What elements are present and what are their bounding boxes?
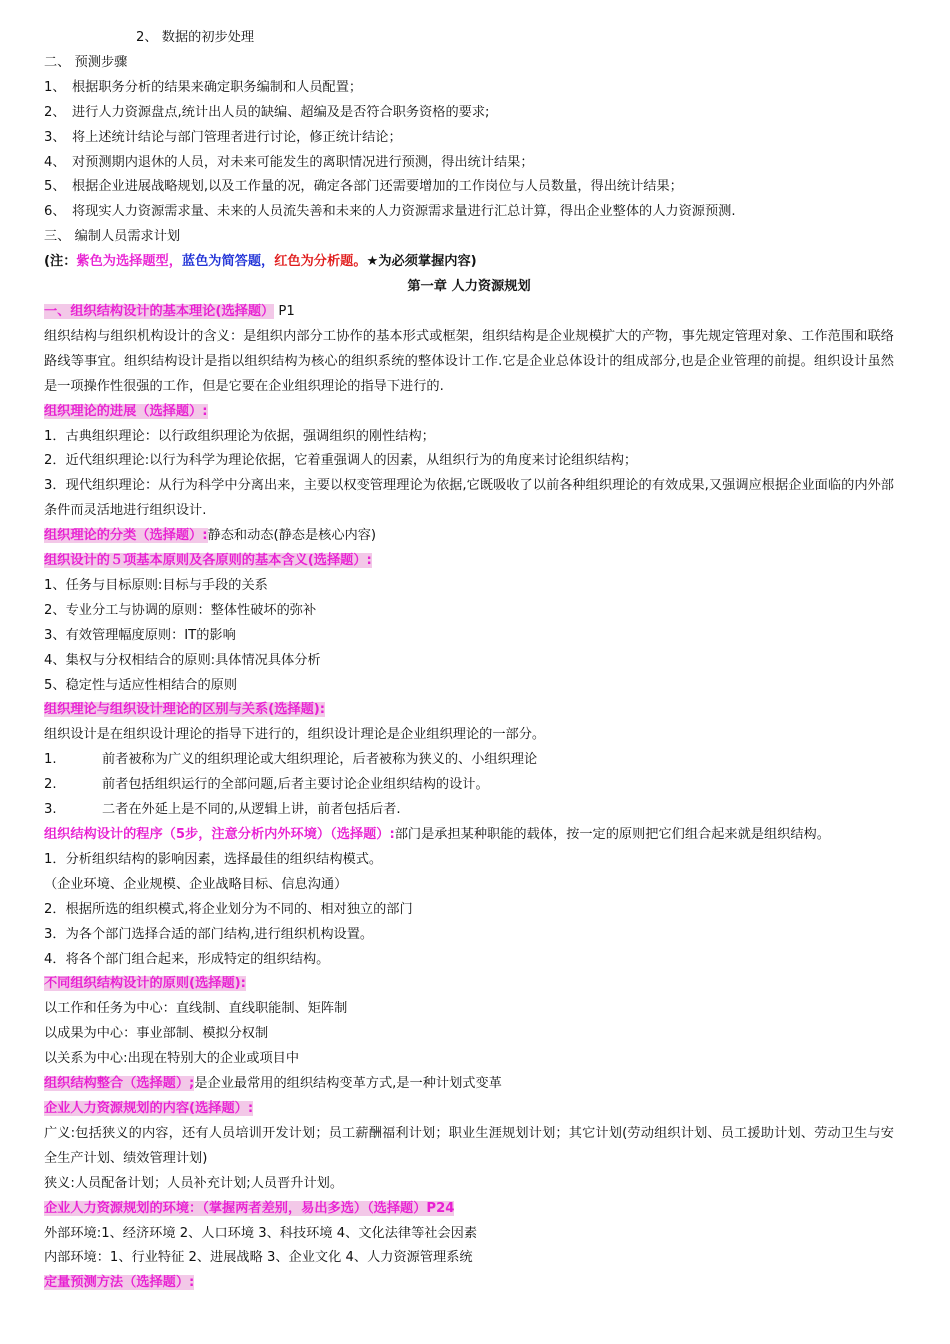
highlighted-heading: 组织理论的进展（选择题）: <box>44 403 208 419</box>
highlighted-heading: 组织结构设计的程序（5步，注意分析内外环境）（选择题）: <box>44 827 395 842</box>
paragraph: 狭义:人员配备计划；人员补充计划;人员晋升计划。 <box>44 1175 344 1191</box>
list-item <box>44 798 894 823</box>
list-number: 3． <box>44 926 66 942</box>
note-analysis: 红色为分析题。 <box>274 254 367 270</box>
step-item <box>44 151 894 176</box>
step-item <box>44 175 894 200</box>
step-number: 1、 <box>44 79 66 95</box>
list-item: 内部环境：1、行业特征 2、进展战略 3、企业文化 4、人力资源管理系统 <box>44 1250 473 1266</box>
list-text: 古典组织理论：以行政组织理论为依据，强调组织的刚性结构； <box>65 428 435 444</box>
list-item: 4、集权与分权相结合的原则:具体情况具体分析 <box>44 652 321 668</box>
list-item: 以关系为中心:出现在特别大的企业或项目中 <box>44 1051 300 1067</box>
step-number: 4、 <box>44 154 66 170</box>
list-text: 根据所选的组织模式,将企业划分为不同的、相对独立的部门 <box>65 901 413 917</box>
list-item: 外部环境:1、经济环境 2、人口环境 3、科技环境 4、文化法律等社会因素 <box>44 1225 478 1241</box>
step-number: 6、 <box>44 204 66 220</box>
step-number: 3、 <box>44 129 66 145</box>
list-number: 1． <box>44 851 66 867</box>
paragraph: 组织设计是在组织设计理论的指导下进行的，组织设计理论是企业组织理论的一部分。 <box>44 727 546 743</box>
topic-heading <box>44 549 894 574</box>
highlighted-heading: 不同组织结构设计的原则(选择题): <box>44 976 246 992</box>
subsection-line: 2、 数据的初步处理 <box>136 30 255 45</box>
note-open: (注： <box>44 254 77 270</box>
step-number: 5、 <box>44 179 66 195</box>
step-text: 对预测期内退休的人员，对未来可能发生的离职情况进行预测，得出统计结果； <box>72 154 534 170</box>
highlighted-heading: 定量预测方法（选择题）: <box>44 1275 195 1291</box>
list-number: 1. <box>44 752 57 768</box>
list-item <box>44 948 894 973</box>
legend-note <box>44 250 894 275</box>
step-item <box>44 76 894 101</box>
note-close: ★为必须掌握内容) <box>366 254 477 270</box>
list-text: 二者在外延上是不同的,从逻辑上讲，前者包括后者. <box>102 802 401 818</box>
list-number: 1． <box>44 428 66 444</box>
list-item <box>44 773 894 798</box>
highlighted-heading: 组织结构整合（选择题）; <box>44 1076 195 1092</box>
paragraph: 广义:包括狭义的内容，还有人员培训开发计划；员工薪酬福利计划；职业生涯规划计划；其它计划(劳动组织计划、员工援助计划、劳动卫生与安全生产计划、绩效管理计划) <box>44 1125 894 1166</box>
highlighted-heading: 一、组织结构设计的基本理论(选择题） <box>44 303 275 319</box>
section-heading: 二、 预测步骤 <box>44 54 128 70</box>
step-text: 将现实人力资源需求量、未来的人员流失善和未来的人力资源需求量进行汇总计算，得出企业整体的人力资源预测. <box>72 204 736 220</box>
list-number: 4． <box>44 951 66 967</box>
list-number: 3. <box>44 802 57 818</box>
topic-heading <box>44 698 894 723</box>
highlighted-heading: 企业人力资源规划的环境：（掌握两者差别，易出多选）（选择题）P24 <box>44 1200 455 1216</box>
list-text: 为各个部门选择合适的部门结构,进行组织机构设置。 <box>65 926 374 942</box>
list-item <box>44 474 894 524</box>
topic-heading <box>44 823 894 848</box>
note-short-answer: 蓝色为简答题， <box>181 254 275 270</box>
list-item <box>44 848 894 873</box>
topic-heading <box>44 972 894 997</box>
list-item <box>44 425 894 450</box>
step-item <box>44 126 894 151</box>
highlighted-heading: 组织理论与组织设计理论的区别与关系(选择题): <box>44 702 326 718</box>
page-ref: P1 <box>278 303 295 319</box>
topic-heading <box>44 1197 894 1222</box>
step-text: 将上述统计结论与部门管理者进行讨论，修正统计结论； <box>72 129 402 145</box>
step-item <box>44 101 894 126</box>
chapter-title: 第一章 人力资源规划 <box>407 279 531 295</box>
list-item: 以成果为中心：事业部制、模拟分权制 <box>44 1026 269 1042</box>
list-number: 2． <box>44 453 66 469</box>
document-body <box>44 26 894 1296</box>
step-item <box>44 200 894 225</box>
list-item <box>44 748 894 773</box>
highlighted-heading: 企业人力资源规划的内容(选择题）: <box>44 1100 254 1116</box>
topic-heading <box>44 1271 894 1296</box>
list-item: 3、有效管理幅度原则：IT的影响 <box>44 627 236 643</box>
topic-heading <box>44 1072 894 1097</box>
topic-heading <box>44 400 894 425</box>
paragraph: 组织结构与组织机构设计的含义：是组织内部分工协作的基本形式或框架，组织结构是企业规模扩大的产物，事先规定管理对象、工作范围和联络路线等事宜。组织结构设计是指以组织结构为核心的组织系统的整体设计工作.它是企业总体设计的组成部分,也是企业管理的前提。组织设计虽然是一项操作性很强的工作，但是它要在企业组织理论的指导下进行的. <box>44 328 894 394</box>
section-heading: 三、 编制人员需求计划 <box>44 229 181 245</box>
list-item <box>44 923 894 948</box>
topic-heading <box>44 300 894 325</box>
list-text: 近代组织理论:以行为科学为理论依据，它着重强调人的因素，从组织行为的角度来讨论组织结构； <box>65 453 638 469</box>
step-text: 进行人力资源盘点,统计出人员的缺编、超编及是否符合职务资格的要求; <box>72 104 490 120</box>
step-text: 根据职务分析的结果来确定职务编制和人员配置； <box>72 79 363 95</box>
list-item: 以工作和任务为中心：直线制、直线职能制、矩阵制 <box>44 1001 348 1017</box>
highlighted-heading: 组织设计的５项基本原则及各原则的基本含义(选择题）: <box>44 553 372 569</box>
list-number: 2． <box>44 901 66 917</box>
list-text: 前者包括组织运行的全部问题,后者主要讨论企业组织结构的设计。 <box>102 777 489 793</box>
list-item: 5、稳定性与适应性相结合的原则 <box>44 677 238 693</box>
topic-heading <box>44 524 894 549</box>
list-item: 2、专业分工与协调的原则：整体性破坏的弥补 <box>44 602 317 618</box>
heading-tail: 是企业最常用的组织结构变革方式,是一种计划式变革 <box>194 1076 502 1092</box>
list-text: 前者被称为广义的组织理论或大组织理论，后者被称为狭义的、小组织理论 <box>102 752 538 768</box>
note-select-type: 紫色为选择题型， <box>76 254 182 270</box>
heading-tail: 部门是承担某种职能的载体，按一定的原则把它们组合起来就是组织结构。 <box>394 827 830 842</box>
heading-tail: 静态和动态(静态是核心内容) <box>207 528 377 544</box>
list-text: 现代组织理论：从行为科学中分离出来，主要以权变管理理论为依据,它既吸收了以前各种组织理论的有效成果,又强调应根据企业面临的内外部条件而灵活地进行组织设计. <box>44 478 894 519</box>
list-subnote: （企业环境、企业规模、企业战略目标、信息沟通） <box>44 876 348 892</box>
list-item <box>44 898 894 923</box>
list-item <box>44 449 894 474</box>
list-item: 1、任务与目标原则:目标与手段的关系 <box>44 577 268 593</box>
step-number: 2、 <box>44 104 66 120</box>
list-number: 3． <box>44 478 66 494</box>
step-text: 根据企业进展战略规划,以及工作量的况，确定各部门还需要增加的工作岗位与人员数量，得出统计结果； <box>72 179 683 195</box>
list-text: 分析组织结构的影响因素，选择最佳的组织结构模式。 <box>65 851 383 867</box>
highlighted-heading: 组织理论的分类（选择题）: <box>44 528 208 544</box>
list-number: 2. <box>44 777 57 793</box>
topic-heading <box>44 1097 894 1122</box>
list-text: 将各个部门组合起来，形成特定的组织结构。 <box>65 951 330 967</box>
